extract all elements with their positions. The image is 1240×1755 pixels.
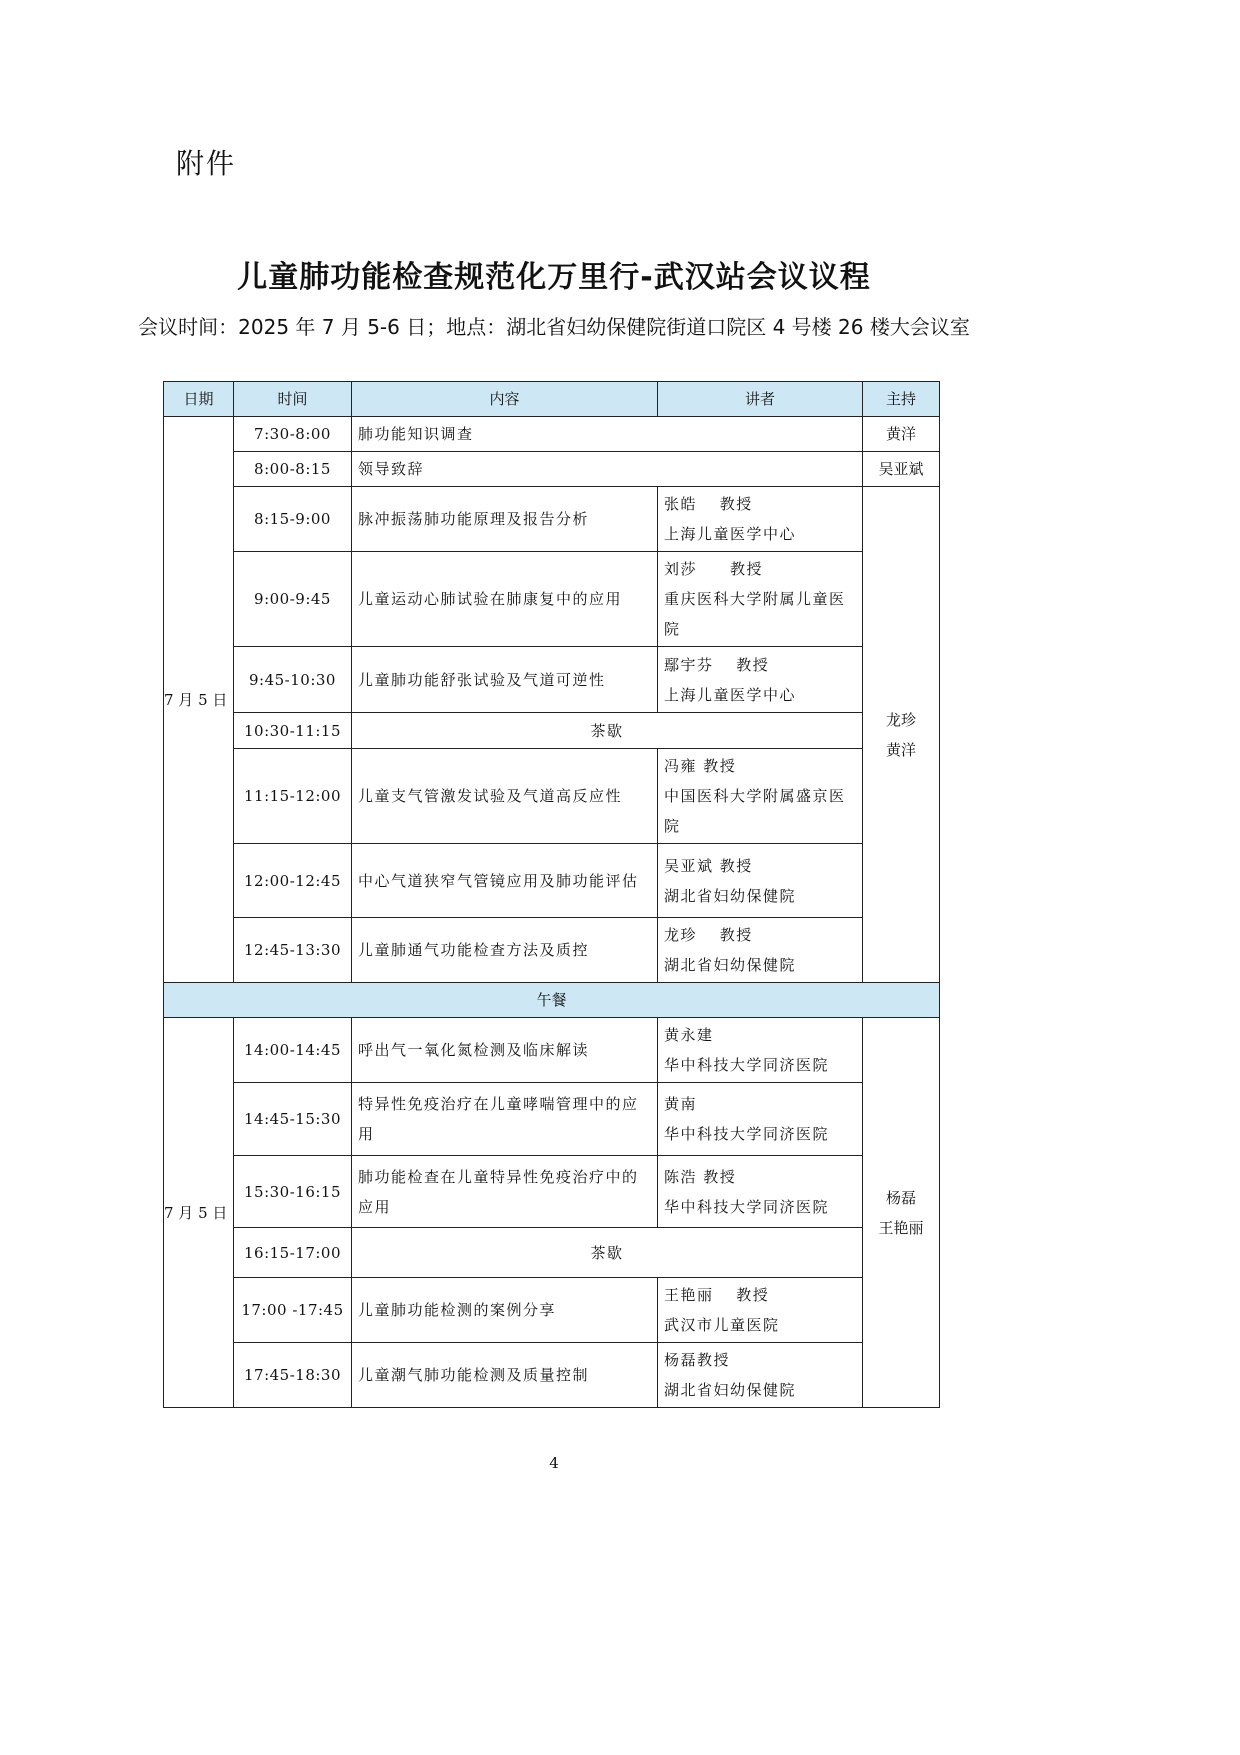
speaker-org: 湖北省妇幼保健院 xyxy=(664,956,797,974)
page-number: 4 xyxy=(549,1454,559,1472)
speaker-org: 武汉市儿童医院 xyxy=(664,1316,780,1334)
content-cell: 脉冲振荡肺功能原理及报告分析 xyxy=(352,487,658,552)
speaker-cell xyxy=(658,1156,863,1228)
header-date: 日期 xyxy=(164,382,234,417)
host-name: 黄洋 xyxy=(885,740,916,759)
speaker-name: 黄永建 xyxy=(664,1026,714,1044)
meeting-info: 会议时间：2025 年 7 月 5-6 日；地点：湖北省妇幼保健院街道口院区 4 号楼 26 楼大会议室 xyxy=(138,315,970,339)
speaker-org: 重庆医科大学附属儿童医院 xyxy=(664,590,846,638)
table-row xyxy=(164,749,940,844)
time-cell: 12:00-12:45 xyxy=(234,844,352,918)
speaker-name: 吴亚斌 教授 xyxy=(664,856,753,875)
header-host: 主持 xyxy=(863,382,940,417)
host-cell xyxy=(863,1018,940,1408)
table-row xyxy=(164,487,940,552)
time-cell: 9:00-9:45 xyxy=(234,552,352,647)
lunch-label: 午餐 xyxy=(164,983,940,1018)
speaker-name: 黄南 xyxy=(664,1095,698,1113)
content-cell: 中心气道狭窄气管镜应用及肺功能评估 xyxy=(352,844,658,918)
content-cell: 特异性免疫治疗在儿童哮喘管理中的应用 xyxy=(352,1083,658,1156)
speaker-name: 杨磊教授 xyxy=(664,1351,731,1369)
agenda-table xyxy=(163,381,940,1408)
speaker-cell xyxy=(658,647,863,713)
speaker-name: 刘莎 教授 xyxy=(664,560,764,578)
table-row xyxy=(164,1018,940,1083)
speaker-org: 湖北省妇幼保健院 xyxy=(664,886,797,905)
speaker-org: 华中科技大学同济医院 xyxy=(664,1056,830,1074)
header-content: 内容 xyxy=(352,382,658,417)
header-time: 时间 xyxy=(234,382,352,417)
table-row xyxy=(164,1156,940,1228)
table-row xyxy=(164,1083,940,1156)
speaker-cell xyxy=(658,487,863,552)
table-row xyxy=(164,1278,940,1343)
host-cell: 吴亚斌 xyxy=(863,452,940,487)
time-cell: 12:45-13:30 xyxy=(234,918,352,983)
speaker-org: 上海儿童医学中心 xyxy=(664,685,797,704)
content-cell: 儿童支气管激发试验及气道高反应性 xyxy=(352,749,658,844)
speaker-name: 陈浩 教授 xyxy=(664,1167,737,1186)
table-row xyxy=(164,552,940,647)
table-row xyxy=(164,1343,940,1408)
content-cell: 肺功能检查在儿童特异性免疫治疗中的应用 xyxy=(352,1156,658,1228)
date-cell: 7 月 5 日 xyxy=(164,417,234,983)
host-cell xyxy=(863,487,940,983)
table-row xyxy=(164,844,940,918)
time-cell: 17:45-18:30 xyxy=(234,1343,352,1408)
host-name: 杨磊 xyxy=(885,1188,916,1207)
header-speaker: 讲者 xyxy=(658,382,863,417)
table-row xyxy=(164,918,940,983)
content-cell: 儿童运动心肺试验在肺康复中的应用 xyxy=(352,552,658,647)
table-row xyxy=(164,417,940,452)
speaker-name: 王艳丽 教授 xyxy=(664,1286,770,1304)
host-name: 王艳丽 xyxy=(878,1218,924,1237)
content-cell: 肺功能知识调查 xyxy=(352,417,863,452)
speaker-org: 华中科技大学同济医院 xyxy=(664,1197,830,1216)
speaker-name: 鄢宇芬 教授 xyxy=(664,655,770,674)
speaker-cell xyxy=(658,749,863,844)
speaker-org: 湖北省妇幼保健院 xyxy=(664,1381,797,1399)
time-cell: 8:00-8:15 xyxy=(234,452,352,487)
speaker-org: 中国医科大学附属盛京医院 xyxy=(664,787,846,835)
speaker-org: 华中科技大学同济医院 xyxy=(664,1125,830,1143)
table-header-row xyxy=(164,382,940,417)
speaker-org: 上海儿童医学中心 xyxy=(664,525,797,543)
content-cell: 呼出气一氧化氮检测及临床解读 xyxy=(352,1018,658,1083)
date-cell: 7 月 5 日 xyxy=(164,1018,234,1408)
speaker-cell xyxy=(658,1278,863,1343)
page-title: 儿童肺功能检查规范化万里行-武汉站会议议程 xyxy=(237,260,871,295)
time-cell: 7:30-8:00 xyxy=(234,417,352,452)
lunch-row xyxy=(164,983,940,1018)
attachment-label: 附件 xyxy=(176,147,237,180)
content-cell: 儿童潮气肺功能检测及质量控制 xyxy=(352,1343,658,1408)
content-cell: 领导致辞 xyxy=(352,452,863,487)
time-cell: 11:15-12:00 xyxy=(234,749,352,844)
content-cell: 儿童肺功能检测的案例分享 xyxy=(352,1278,658,1343)
time-cell: 15:30-16:15 xyxy=(234,1156,352,1228)
table-row xyxy=(164,452,940,487)
table-row xyxy=(164,1228,940,1278)
time-cell: 10:30-11:15 xyxy=(234,713,352,749)
tea-break-cell: 茶歇 xyxy=(352,1228,863,1278)
time-cell: 14:00-14:45 xyxy=(234,1018,352,1083)
host-cell: 黄洋 xyxy=(863,417,940,452)
speaker-cell xyxy=(658,1018,863,1083)
time-cell: 16:15-17:00 xyxy=(234,1228,352,1278)
content-cell: 儿童肺功能舒张试验及气道可逆性 xyxy=(352,647,658,713)
speaker-name: 龙珍 教授 xyxy=(664,926,753,944)
content-cell: 儿童肺通气功能检查方法及质控 xyxy=(352,918,658,983)
speaker-cell xyxy=(658,844,863,918)
time-cell: 9:45-10:30 xyxy=(234,647,352,713)
time-cell: 17:00 -17:45 xyxy=(234,1278,352,1343)
time-cell: 14:45-15:30 xyxy=(234,1083,352,1156)
speaker-cell xyxy=(658,918,863,983)
speaker-cell xyxy=(658,552,863,647)
speaker-cell xyxy=(658,1343,863,1408)
speaker-name: 冯雍 教授 xyxy=(664,757,737,775)
table-row xyxy=(164,713,940,749)
tea-break-cell: 茶歇 xyxy=(352,713,863,749)
table-row xyxy=(164,647,940,713)
speaker-name: 张皓 教授 xyxy=(664,495,753,513)
time-cell: 8:15-9:00 xyxy=(234,487,352,552)
host-name: 龙珍 xyxy=(885,710,916,729)
speaker-cell xyxy=(658,1083,863,1156)
